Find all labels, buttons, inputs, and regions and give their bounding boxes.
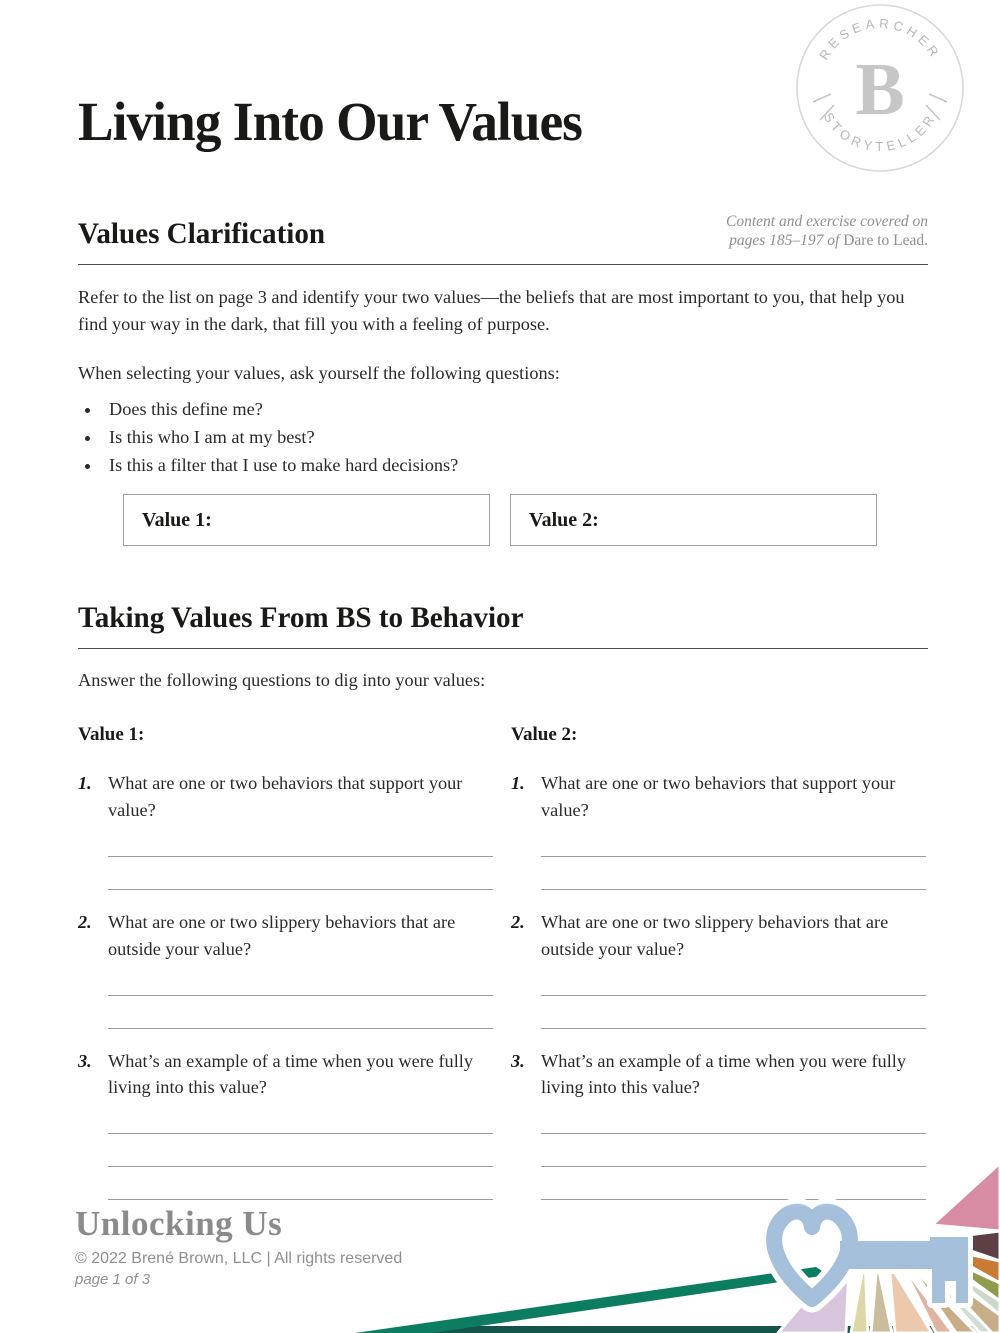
page-title: Living Into Our Values [78,91,582,152]
question-number: 1. [78,773,92,793]
section-bs-to-behavior-header [78,600,928,636]
unlocking-us-logo: Unlocking Us [75,1204,283,1243]
section-heading-values-clarification: Values Clarification [78,217,326,251]
fan-ray-tan-corner [925,1261,1000,1333]
answer-line[interactable] [108,1101,493,1134]
answer-line[interactable] [541,857,926,890]
question-text: What are one or two behaviors that support your value? [108,773,463,820]
answer-line[interactable] [541,824,926,857]
question-text: What are one or two slippery behaviors that are outside your value? [108,911,456,959]
question-number: 2. [511,911,525,932]
value2-column [511,724,926,1219]
fan-ray-sage [930,1257,1000,1315]
answer-lines-q1-col1 [108,824,493,890]
answer-line[interactable] [108,1167,493,1200]
intro-paragraph: Refer to the list on page 3 and identify your two values—the beliefs that are most important to you, that help you find your way in the dark, that fill you with a feeling of purpose. [78,287,905,335]
green-wedge [355,1267,828,1333]
section-heading-bs-to-behavior: Taking Values From BS to Behavior [78,601,524,635]
question-number: 2. [78,911,92,932]
fan-ray-tan [910,1265,976,1333]
answer-line[interactable] [541,1134,926,1167]
answer-line[interactable] [108,996,493,1029]
page-footer [75,1204,402,1288]
question-text: What are one or two slippery behaviors that are outside your value? [541,911,889,959]
answer-line[interactable] [108,1134,493,1167]
question-row [78,909,493,963]
answer-lines-q2-col1 [108,963,493,1029]
reference-note-line2: pages 185–197 of [729,231,844,249]
book-title: Dare to Lead. [843,231,928,249]
question-row [511,1048,926,1102]
answer-line[interactable] [108,963,493,996]
section-values-clarification-header [78,213,928,252]
answer-line[interactable] [541,1167,926,1200]
answer-lines-q3-col1 [108,1101,493,1200]
answer-line[interactable] [541,1101,926,1134]
fan-ray-celadon [918,1263,994,1333]
value1-column-header: Value 1: [78,724,145,745]
copyright-text: © 2022 Brené Brown, LLC | All rights reserved [75,1250,403,1267]
section-divider [78,648,928,649]
bullet-item: • Does this define me? [102,397,928,422]
question-number: 1. [511,773,525,793]
badge-monogram: B [855,49,905,131]
page-number: page 1 of 3 [75,1271,151,1288]
question-row [511,909,926,963]
question-row [511,770,926,824]
worksheet-columns [78,724,928,1219]
bullet-item: • Is this a filter that I use to make hard decisions? [102,453,928,478]
prompt-paragraph: When selecting your values, ask yourself the following questions: [78,363,560,384]
value2-box-label: Value 2: [529,508,599,531]
reference-note [726,213,928,252]
question-text: What’s an example of a time when you were fully living into this value? [541,1050,906,1098]
value1-box-label: Value 1: [142,508,212,531]
badge-top-arc-text: RESEARCHER [816,15,944,63]
fan-ray-olive [934,1253,1000,1301]
question-row [78,1048,493,1102]
fan-ray-orange [936,1247,1000,1283]
worksheet-intro: Answer the following questions to dig into your values: [78,670,486,691]
fan-ray-cream [851,1257,868,1333]
fan-ray-maroon [936,1231,1000,1261]
bullet-item: • Is this who I am at my best? [102,425,928,450]
question-text: What are one or two behaviors that support your value? [541,773,896,820]
value1-column [78,724,493,1219]
value-input-boxes [123,494,877,546]
value1-input-box[interactable] [123,494,490,546]
teal-strip [410,1326,1000,1333]
answer-line[interactable] [541,996,926,1029]
key-icon [774,1212,968,1303]
question-number: 3. [78,1050,92,1071]
question-text: What’s an example of a time when you were fully living into this value? [108,1050,473,1098]
question-number: 3. [511,1050,525,1071]
fan-ray-beige [871,1261,892,1333]
selection-questions-list [102,397,928,478]
answer-line[interactable] [541,963,926,996]
value2-column-header: Value 2: [511,724,578,745]
fan-ray-peach [889,1263,932,1333]
answer-lines-q1-col2 [541,824,926,890]
value2-input-box[interactable] [510,494,877,546]
fan-ray-lavender [778,1247,850,1333]
answer-lines-q2-col2 [541,963,926,1029]
section-divider [78,264,928,265]
badge-bottom-arc-text: STORYTELLER [820,109,940,155]
fan-ray-rose [902,1265,953,1333]
reference-note-line1: Content and exercise covered on [726,213,928,231]
question-row [78,770,493,824]
answer-line[interactable] [108,857,493,890]
answer-lines-q3-col2 [541,1101,926,1200]
answer-line[interactable] [108,824,493,857]
